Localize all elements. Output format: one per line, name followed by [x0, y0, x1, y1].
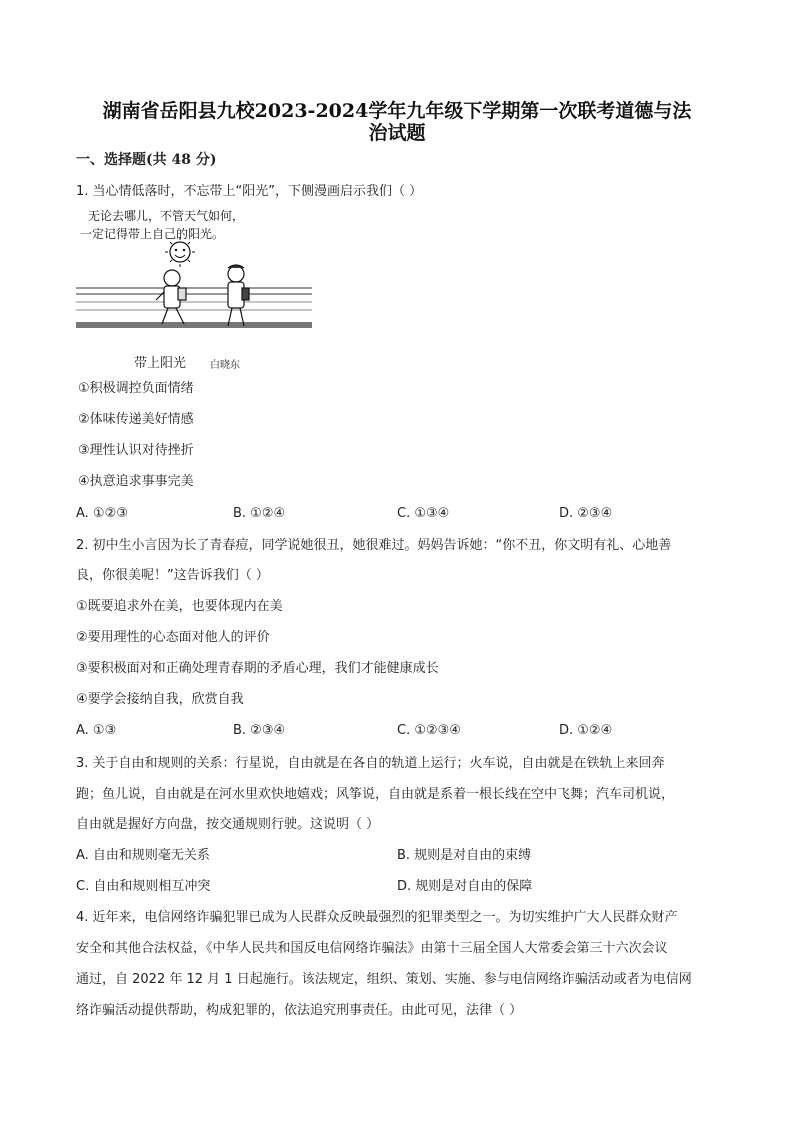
- q2-option-a[interactable]: A. ①③: [76, 723, 117, 738]
- cartoon-caption: 带上阳光: [134, 356, 187, 371]
- question-2-stem-1: 2. 初中生小言因为长了青春痘，同学说她很丑，她很难过。妈妈告诉她：“你不丑，你文明有礼、心地善: [76, 538, 672, 553]
- q3-option-b[interactable]: B. 规则是对自由的束缚: [397, 848, 532, 863]
- q2-item-1: ①既要追求外在美，也要体现内在美: [76, 599, 283, 614]
- q3-option-a[interactable]: A. 自由和规则毫无关系: [76, 848, 210, 863]
- q2-item-3: ③要积极面对和正确处理青春期的矛盾心理，我们才能健康成长: [76, 661, 439, 676]
- cartoon-text-2: 一定记得带上自己的阳光。: [80, 227, 225, 241]
- q3-option-d[interactable]: D. 规则是对自由的保障: [397, 879, 533, 894]
- question-3-stem-2: 跑；鱼儿说，自由就是在河水里欢快地嬉戏；风筝说，自由就是系着一根长线在空中飞舞；汽车司机说，: [76, 787, 675, 802]
- q2-item-4: ④要学会接纳自我，欣赏自我: [76, 692, 244, 707]
- q1-option-a[interactable]: A. ①②③: [76, 506, 128, 521]
- q2-option-d[interactable]: D. ①②④: [559, 723, 613, 738]
- question-4-stem-4: 络诈骗活动提供帮助，构成犯罪的，依法追究刑事责任。由此可见，法律（ ）: [76, 1003, 523, 1018]
- question-3-stem-1: 3. 关于自由和规则的关系：行星说，自由就是在各自的轨道上运行；火车说，自由就是在铁轨上来回奔: [76, 756, 665, 771]
- person-smiling-drawing: [156, 270, 186, 324]
- sun-icon: [165, 237, 195, 267]
- q1-option-c[interactable]: C. ①③④: [397, 506, 450, 521]
- question-4-stem-3: 通过，自 2022 年 12 月 1 日起施行。该法规定，组织、策划、实施、参与电信网络诈骗活动或者为电信网: [76, 972, 692, 987]
- question-1-stem: 1. 当心情低落时，不忘带上“阳光”，下侧漫画启示我们（ ）: [76, 184, 423, 199]
- cartoon-text-1: 无论去哪儿，不管天气如何，: [88, 209, 245, 223]
- person-walking-drawing: [228, 265, 249, 326]
- page-title-line1: 湖南省岳阳县九校2023-2024学年九年级下学期第一次联考道德与法: [102, 100, 692, 122]
- q2-option-c[interactable]: C. ①②③④: [397, 723, 461, 738]
- q1-option-d[interactable]: D. ②③④: [559, 506, 613, 521]
- question-3-stem-3: 自由就是握好方向盘，按交通规则行驶。这说明（ ）: [76, 817, 380, 832]
- railing-drawing: [76, 288, 312, 328]
- q2-option-b[interactable]: B. ②③④: [233, 723, 286, 738]
- q1-item-2: ②体味传递美好情感: [78, 412, 194, 427]
- q3-option-c[interactable]: C. 自由和规则相互冲突: [76, 879, 211, 894]
- q1-item-1: ①积极调控负面情绪: [78, 381, 194, 396]
- cartoon-author: 白晓东: [210, 360, 240, 371]
- cartoon-image: [76, 204, 312, 354]
- q1-item-3: ③理性认识对待挫折: [78, 443, 194, 458]
- section-heading: 一、选择题(共 48 分): [76, 152, 217, 168]
- question-4-stem-2: 安全和其他合法权益，《中华人民共和国反电信网络诈骗法》由第十三届全国人大常委会第三十六次会议: [76, 941, 668, 956]
- q1-option-b[interactable]: B. ①②④: [233, 506, 286, 521]
- question-4-stem-1: 4. 近年来，电信网络诈骗犯罪已成为人民群众反映最强烈的犯罪类型之一。为切实维护广大人民群众财产: [76, 910, 678, 925]
- q1-item-4: ④执意追求事事完美: [78, 474, 194, 489]
- question-2-stem-2: 良，你很美呢！”这告诉我们（ ）: [76, 568, 269, 583]
- page-title-line2: 治试题: [368, 122, 426, 144]
- q2-item-2: ②要用理性的心态面对他人的评价: [76, 630, 270, 645]
